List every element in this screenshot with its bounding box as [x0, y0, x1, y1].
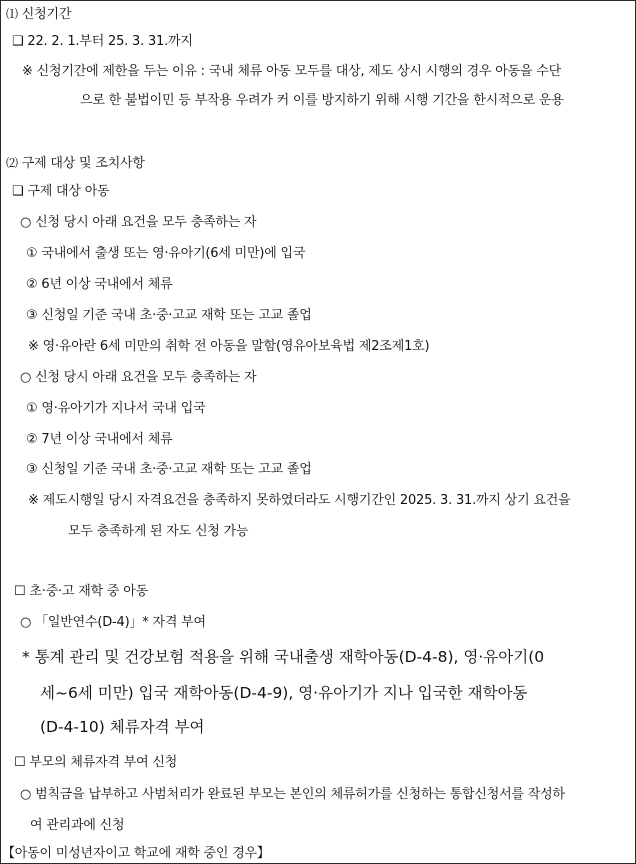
section-2-title: 구제 대상 및 조치사항	[21, 156, 145, 171]
circle-bullet-icon: ○	[20, 215, 32, 230]
checkbox-bullet-icon: ☐	[14, 584, 26, 599]
group-b-note	[28, 492, 570, 510]
reference-mark-icon: ※	[28, 493, 39, 508]
item-number: ③	[26, 462, 38, 477]
status-grant-text: 「일반연수(D-4)」* 자격 부여	[35, 615, 206, 630]
group-b-title-text: 신청 당시 아래 요건을 모두 충족하는 자	[35, 370, 257, 385]
group-a-title	[20, 214, 256, 232]
parents-title: 부모의 체류자격 부여 신청	[29, 755, 178, 770]
asterisk-icon: *	[22, 648, 30, 666]
status-grant-note-line-3: (D-4-10) 체류자격 부여	[40, 718, 205, 736]
group-b-item-3	[26, 461, 312, 479]
group-b-title	[20, 369, 256, 387]
status-grant-note-line-1: 통계 관리 및 건강보험 적용을 위해 국내출생 재학아동(D-4-8), 영·유아기(0	[34, 648, 545, 666]
item-number: ③	[26, 308, 38, 323]
circle-bullet-icon: ○	[20, 787, 32, 802]
group-a-title-text: 신청 당시 아래 요건을 모두 충족하는 자	[35, 215, 257, 230]
group-a-item-3	[26, 307, 312, 325]
group-a-note-text: 영·유아란 6세 미만의 취학 전 아동을 말함(영유아보육법 제2조제1호)	[42, 339, 430, 354]
period-reason-line-1: 신청기간에 제한을 두는 이유 : 국내 체류 아동 모두를 대상, 제도 상시 시행의 경우 아동을 수단	[36, 64, 561, 79]
status-grant-note	[22, 647, 544, 667]
item-text: 7년 이상 국내에서 체류	[41, 432, 173, 447]
status-grant	[20, 614, 206, 632]
period-reason-line-2: 으로 한 불법이민 등 부작용 우려가 커 이를 방지하기 위해 시행 기간을 한시적으로 운용	[80, 93, 564, 108]
group-a-item-2	[26, 276, 173, 294]
circle-bullet-icon: ○	[20, 370, 32, 385]
reference-mark-icon: ※	[28, 339, 39, 354]
status-grant-note-line-2: 세~6세 미만) 입국 재학아동(D-4-9), 영·유아기가 지나 입국한 재학아동	[40, 684, 528, 702]
section-2-number: ⑵	[6, 156, 18, 170]
section-1-heading	[6, 5, 71, 24]
enrolled-children-heading	[14, 583, 148, 601]
item-number: ②	[26, 277, 38, 292]
parents-heading	[14, 754, 177, 772]
section-1-number: ⑴	[6, 7, 18, 21]
reference-mark-icon: ※	[22, 64, 33, 79]
item-number: ①	[26, 246, 38, 261]
item-number: ②	[26, 432, 38, 447]
parents-step-line-2: 여 관리과에 신청	[30, 818, 125, 833]
group-b-note-line-2: 모두 충족하게 된 자도 신청 가능	[68, 524, 249, 539]
item-text: 신청일 기준 국내 초·중·고교 재학 또는 고교 졸업	[41, 462, 312, 477]
group-a-note	[28, 338, 429, 356]
circle-bullet-icon: ○	[20, 615, 32, 630]
checkbox-bullet-icon: ❑	[12, 184, 24, 199]
item-text: 신청일 기준 국내 초·중·고교 재학 또는 고교 졸업	[41, 308, 312, 323]
item-text: 6년 이상 국내에서 체류	[41, 277, 173, 292]
group-b-note-line-1: 제도시행일 당시 자격요건을 충족하지 못하였더라도 시행기간인 2025. 3. 31.까지 상기 요건을	[42, 493, 571, 508]
group-a-item-1	[26, 245, 305, 263]
checkbox-bullet-icon: ☐	[14, 755, 26, 770]
enrolled-children-title: 초·중·고 재학 중 아동	[29, 584, 148, 599]
footer-label: 【아동이 미성년자이고 학교에 재학 중인 경우】	[2, 846, 270, 861]
section-1-title: 신청기간	[21, 7, 72, 22]
application-period-text: 22. 2. 1.부터 25. 3. 31.까지	[27, 34, 193, 49]
item-text: 영·유아기가 지나서 국내 입국	[41, 401, 206, 416]
group-b-item-2	[26, 431, 173, 449]
target-children-heading	[12, 183, 109, 201]
target-children-title: 구제 대상 아동	[27, 184, 110, 199]
application-period	[12, 33, 193, 51]
item-text: 국내에서 출생 또는 영·유아기(6세 미만)에 입국	[41, 246, 306, 261]
group-b-item-1	[26, 400, 205, 418]
checkbox-bullet-icon: ❑	[12, 34, 24, 49]
section-2-heading	[6, 154, 145, 173]
parents-step	[20, 786, 565, 804]
item-number: ①	[26, 401, 38, 416]
parents-step-line-1: 범칙금을 납부하고 사범처리가 완료된 부모는 본인의 체류허가를 신청하는 통합신청서를 작성하	[35, 787, 565, 802]
period-reason-note	[22, 63, 561, 81]
